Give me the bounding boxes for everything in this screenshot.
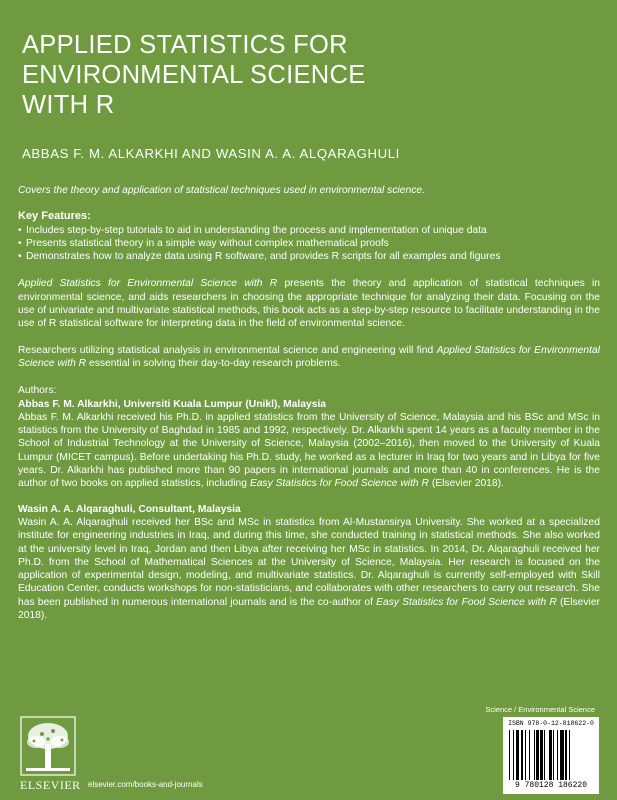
book-title xyxy=(22,30,582,120)
tagline: Covers the theory and application of statistical techniques used in environmental science. xyxy=(18,185,425,196)
author2-heading: Wasin A. A. Alqaraghuli, Consultant, Malaysia xyxy=(18,503,241,515)
key-features-list xyxy=(18,224,600,264)
author1-bio xyxy=(18,411,600,491)
barcode-bar xyxy=(534,730,535,780)
key-features-heading: Key Features: xyxy=(18,210,91,223)
subject-category: Science / Environmental Science xyxy=(485,705,595,714)
barcode-bar xyxy=(560,730,564,780)
barcode-bars xyxy=(509,730,593,780)
barcode-bar xyxy=(540,730,543,780)
barcode-bar xyxy=(521,730,524,780)
author2-book-italic: Easy Statistics for Food Science with R xyxy=(376,596,557,608)
description-paragraph xyxy=(18,277,600,330)
barcode-bar xyxy=(513,730,514,780)
author2-bio-end: (Elsevier 2018). xyxy=(18,596,600,622)
author1-bio-end: (Elsevier 2018). xyxy=(428,478,504,490)
key-feature-item: • Includes step-by-step tutorials to aid in understanding the process and implementation of unique data xyxy=(18,224,600,237)
author2-bio-text: Wasin A. A. Alqaraghuli received her BSc and MSc in statistics from Al-Mustansirya University. She worked at a specialized institute for engineering industries in Iraq, and during this time, she conducted training in statistical methods. She also worked at the university level in Iraq, Jordan and then Libya after receiving her MSc in statistics. In 2014, Dr. Alqaraghuli received her Ph.D. from the School of Mathematical Sciences at the University of Science, Malaysia. Her research is focused on the application of experimental design, modeling, and multivariate statistics. Dr. Alqaraghuli is currently self-employed with Skill Education Center, conducts workshops for non-statisticians, and collaborates with other researchers to carry out research. She has been published in numerous international journals and is the co-author of xyxy=(18,516,600,608)
barcode-bar xyxy=(569,730,570,780)
isbn-text: ISBN 978-0-12-818622-0 xyxy=(508,720,594,727)
publisher-name: ELSEVIER xyxy=(20,778,81,792)
barcode-bar xyxy=(553,730,554,780)
barcode-bar xyxy=(509,730,510,780)
barcode-bar xyxy=(516,730,520,780)
isbn-barcode xyxy=(503,717,599,794)
author1-book-italic: Easy Statistics for Food Science with R xyxy=(249,478,429,490)
audience-paragraph xyxy=(18,344,600,371)
isbn-digits: 9 780128 186220 xyxy=(514,781,587,790)
book-title-italic: Applied Statistics for Environmental Science with R xyxy=(18,344,600,369)
barcode-bar xyxy=(544,730,545,780)
barcode-bar xyxy=(529,730,530,780)
author1-bio-text: Abbas F. M. Alkarkhi received his Ph.D. in applied statistics from the University of Science, Malaysia and his BSc and MSc in statistics from the University of Baghdad in 1985 and 1992, respectively. Dr. Alkarkhi spent 14 years as a faculty member in the School of Industrial Technology at the University of Science, Malaysia (2002–2016), then moved to the University of Kuala Lumpur (MICET campus). Before undertaking his Ph.D. study, he worked as a lecturer in Iraq for two years and in Libya for five years. Dr. Alkarkhi has published more than 90 papers in international journals and more than 40 in conferences. He is the author of two books on applied statistics, including xyxy=(18,411,600,490)
key-feature-item: • Presents statistical theory in a simple way without complex mathematical proofs xyxy=(18,237,600,250)
title-line-1: APPLIED STATISTICS FOR xyxy=(22,31,348,59)
blurb xyxy=(18,184,600,622)
barcode-bar xyxy=(525,730,526,780)
elsevier-tree-logo-icon xyxy=(20,716,76,776)
title-line-3: WITH R xyxy=(22,91,115,119)
book-title-italic: Applied Statistics for Environmental Science with R xyxy=(18,278,278,290)
barcode-bar xyxy=(536,730,539,780)
key-feature-item: • Demonstrates how to analyze data using R software, and provides R scripts for all examples and figures xyxy=(18,250,600,263)
publisher-url[interactable]: elsevier.com/books-and-journals xyxy=(88,780,203,789)
author-names: ABBAS F. M. ALKARKHI AND WASIN A. A. ALQARAGHULI xyxy=(22,146,400,161)
barcode-bar xyxy=(549,730,552,780)
title-line-2: ENVIRONMENTAL SCIENCE xyxy=(22,61,366,89)
authors-label: Authors: xyxy=(18,385,57,397)
barcode-bar xyxy=(565,730,568,780)
barcode-bar xyxy=(557,730,558,780)
audience-text-before: Researchers utilizing statistical analysis in environmental science and engineering will find xyxy=(18,344,437,356)
author2-bio xyxy=(18,516,600,622)
author1-heading: Abbas F. M. Alkarkhi, Universiti Kuala Lumpur (Unikl), Malaysia xyxy=(18,398,327,410)
description-text: presents the theory and application of statistical techniques in environmental science, and aids researchers in choosing the appropriate technique for analyzing their data. Focusing on the use of univariate and multivariate statistical methods, this book acts as a step-by-step resource to facilitate understanding in the use of R statistical software for interpreting data in the field of environmental science. xyxy=(18,278,600,330)
audience-text-after: essential in solving their day-to-day research problems. xyxy=(86,357,341,369)
